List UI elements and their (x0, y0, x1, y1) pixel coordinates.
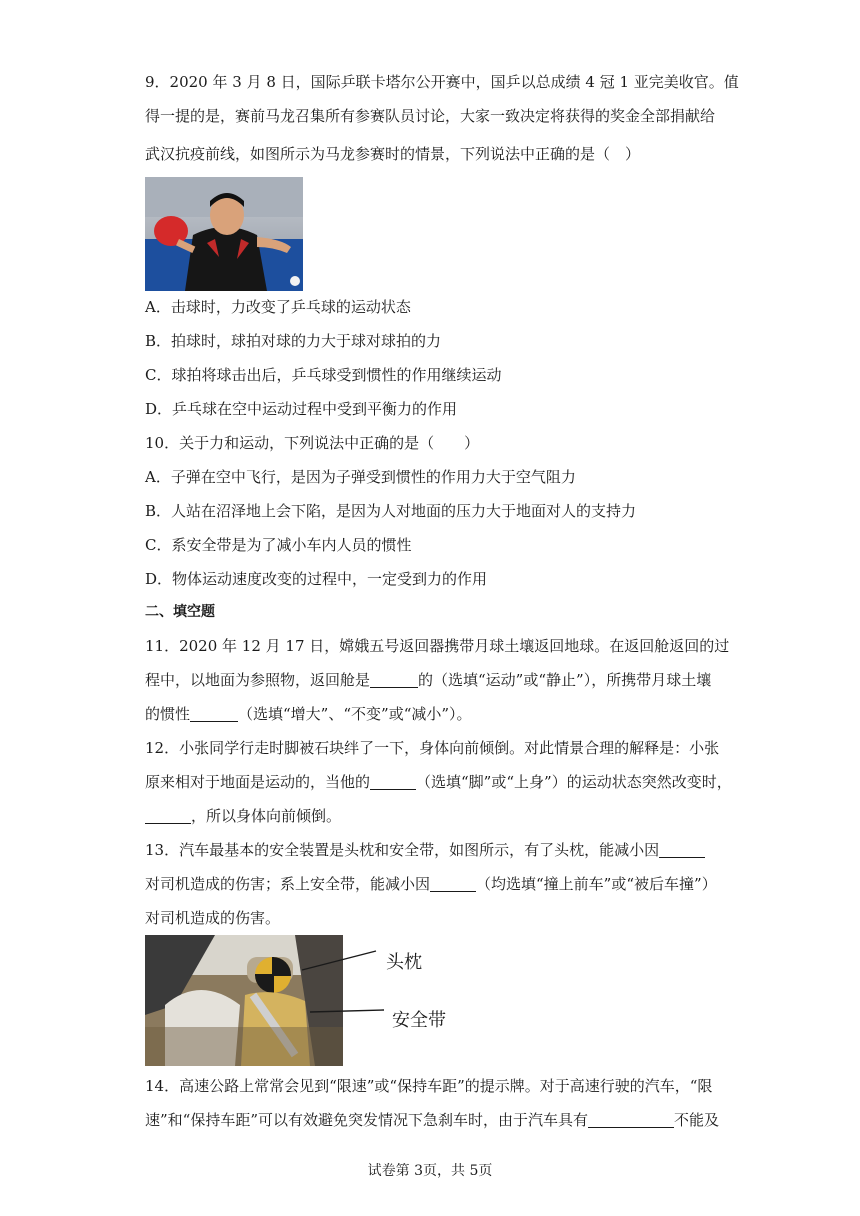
q12-text-2a: 原来相对于地面是运动的，当他的 (145, 773, 371, 791)
q9-stem-line-3: 武汉抗疫前线，如图所示为马龙参赛时的情景，下列说法中正确的是（ ） (145, 145, 641, 163)
q12-text-2b: （选填“脚”或“上身”）的运动状态突然改变时， (416, 773, 732, 791)
q12-text-3b: ，所以身体向前倾倒。 (191, 807, 342, 825)
q10-option-b: B．人站在沼泽地上会下陷，是因为人对地面的压力大于地面对人的支持力 (145, 502, 637, 520)
q12-line-1: 12．小张同学行走时脚被石块绊了一下，身体向前倾倒。对此情景合理的解释是：小张 (145, 739, 720, 757)
q9-option-c: C．球拍将球击出后，乒乓球受到惯性的作用继续运动 (145, 366, 502, 384)
q10-option-d: D．物体运动速度改变的过程中，一定受到力的作用 (145, 570, 488, 588)
q11-text-3a: 的惯性 (145, 705, 191, 723)
label-headrest: 头枕 (386, 952, 422, 973)
q13-text-2a: 对司机造成的伤害；系上安全带，能减小因 (145, 875, 431, 893)
q11-text-3b: （选填“增大”、“不变”或“减小”）。 (238, 705, 472, 723)
q13-text-1: 13．汽车最基本的安全装置是头枕和安全带，如图所示，有了头枕，能减小因 (145, 841, 660, 859)
section-title-fill-in: 二、填空题 (145, 604, 215, 620)
q13-blank-2[interactable] (430, 876, 476, 892)
q14-line-1: 14．高速公路上常常会见到“限速”或“保持车距”的提示牌。对于高速行驶的汽车，“限 (145, 1077, 713, 1095)
q9-option-a: A．击球时，力改变了乒乓球的运动状态 (145, 298, 411, 316)
table-tennis-player-photo (145, 177, 303, 291)
q11-line-1: 11．2020 年 12 月 17 日，嫦娥五号返回器携带月球土壤返回地球。在返回舱返回的过 (145, 637, 730, 655)
q12-blank-1[interactable] (370, 774, 416, 790)
q13-blank-1[interactable] (659, 842, 705, 858)
q9-stem-line-1: 9．2020 年 3 月 8 日，国际乒联卡塔尔公开赛中，国乒以总成绩 4 冠 1 亚完美收官。值 (145, 73, 739, 91)
q12-line-2 (145, 772, 732, 792)
q10-option-a: A．子弹在空中飞行，是因为子弹受到惯性的作用力大于空气阻力 (145, 468, 576, 486)
q11-blank-2[interactable] (190, 706, 238, 722)
q11-blank-1[interactable] (370, 672, 418, 688)
page-footer: 试卷第 3页，共 5页 (367, 1163, 493, 1179)
q14-text-2a: 速”和“保持车距”可以有效避免突发情况下急刹车时，由于汽车具有 (145, 1111, 589, 1129)
q10-stem: 10．关于力和运动，下列说法中正确的是（ ） (145, 434, 480, 452)
q13-text-2b: （均选填“撞上前车”或“被后车撞”） (476, 875, 717, 893)
q11-text-2b: 的（选填“运动”或“静止”），所携带月球土壤 (418, 671, 712, 689)
label-seatbelt: 安全带 (392, 1010, 446, 1031)
q13-line-1 (145, 840, 705, 860)
q11-line-2 (145, 670, 711, 690)
q11-line-3 (145, 704, 472, 724)
q12-line-3 (145, 806, 341, 826)
q9-option-b: B．拍球时，球拍对球的力大于球对球拍的力 (145, 332, 442, 350)
q12-blank-2[interactable] (145, 808, 191, 824)
q14-blank-1[interactable] (588, 1112, 674, 1128)
q11-text-2a: 程中，以地面为参照物，返回舱是 (145, 671, 371, 689)
q10-option-c: C．系安全带是为了减小车内人员的惯性 (145, 536, 412, 554)
q14-line-2 (145, 1110, 719, 1130)
q9-stem-line-2: 得一提的是，赛前马龙召集所有参赛队员讨论，大家一致决定将获得的奖金全部捐献给 (145, 107, 716, 125)
q14-text-2b: 不能及 (674, 1111, 720, 1129)
q9-option-d: D．乒乓球在空中运动过程中受到平衡力的作用 (145, 400, 458, 418)
q13-line-2 (145, 874, 717, 894)
label-leader-lines (300, 940, 390, 1040)
q13-line-3: 对司机造成的伤害。 (145, 909, 281, 927)
